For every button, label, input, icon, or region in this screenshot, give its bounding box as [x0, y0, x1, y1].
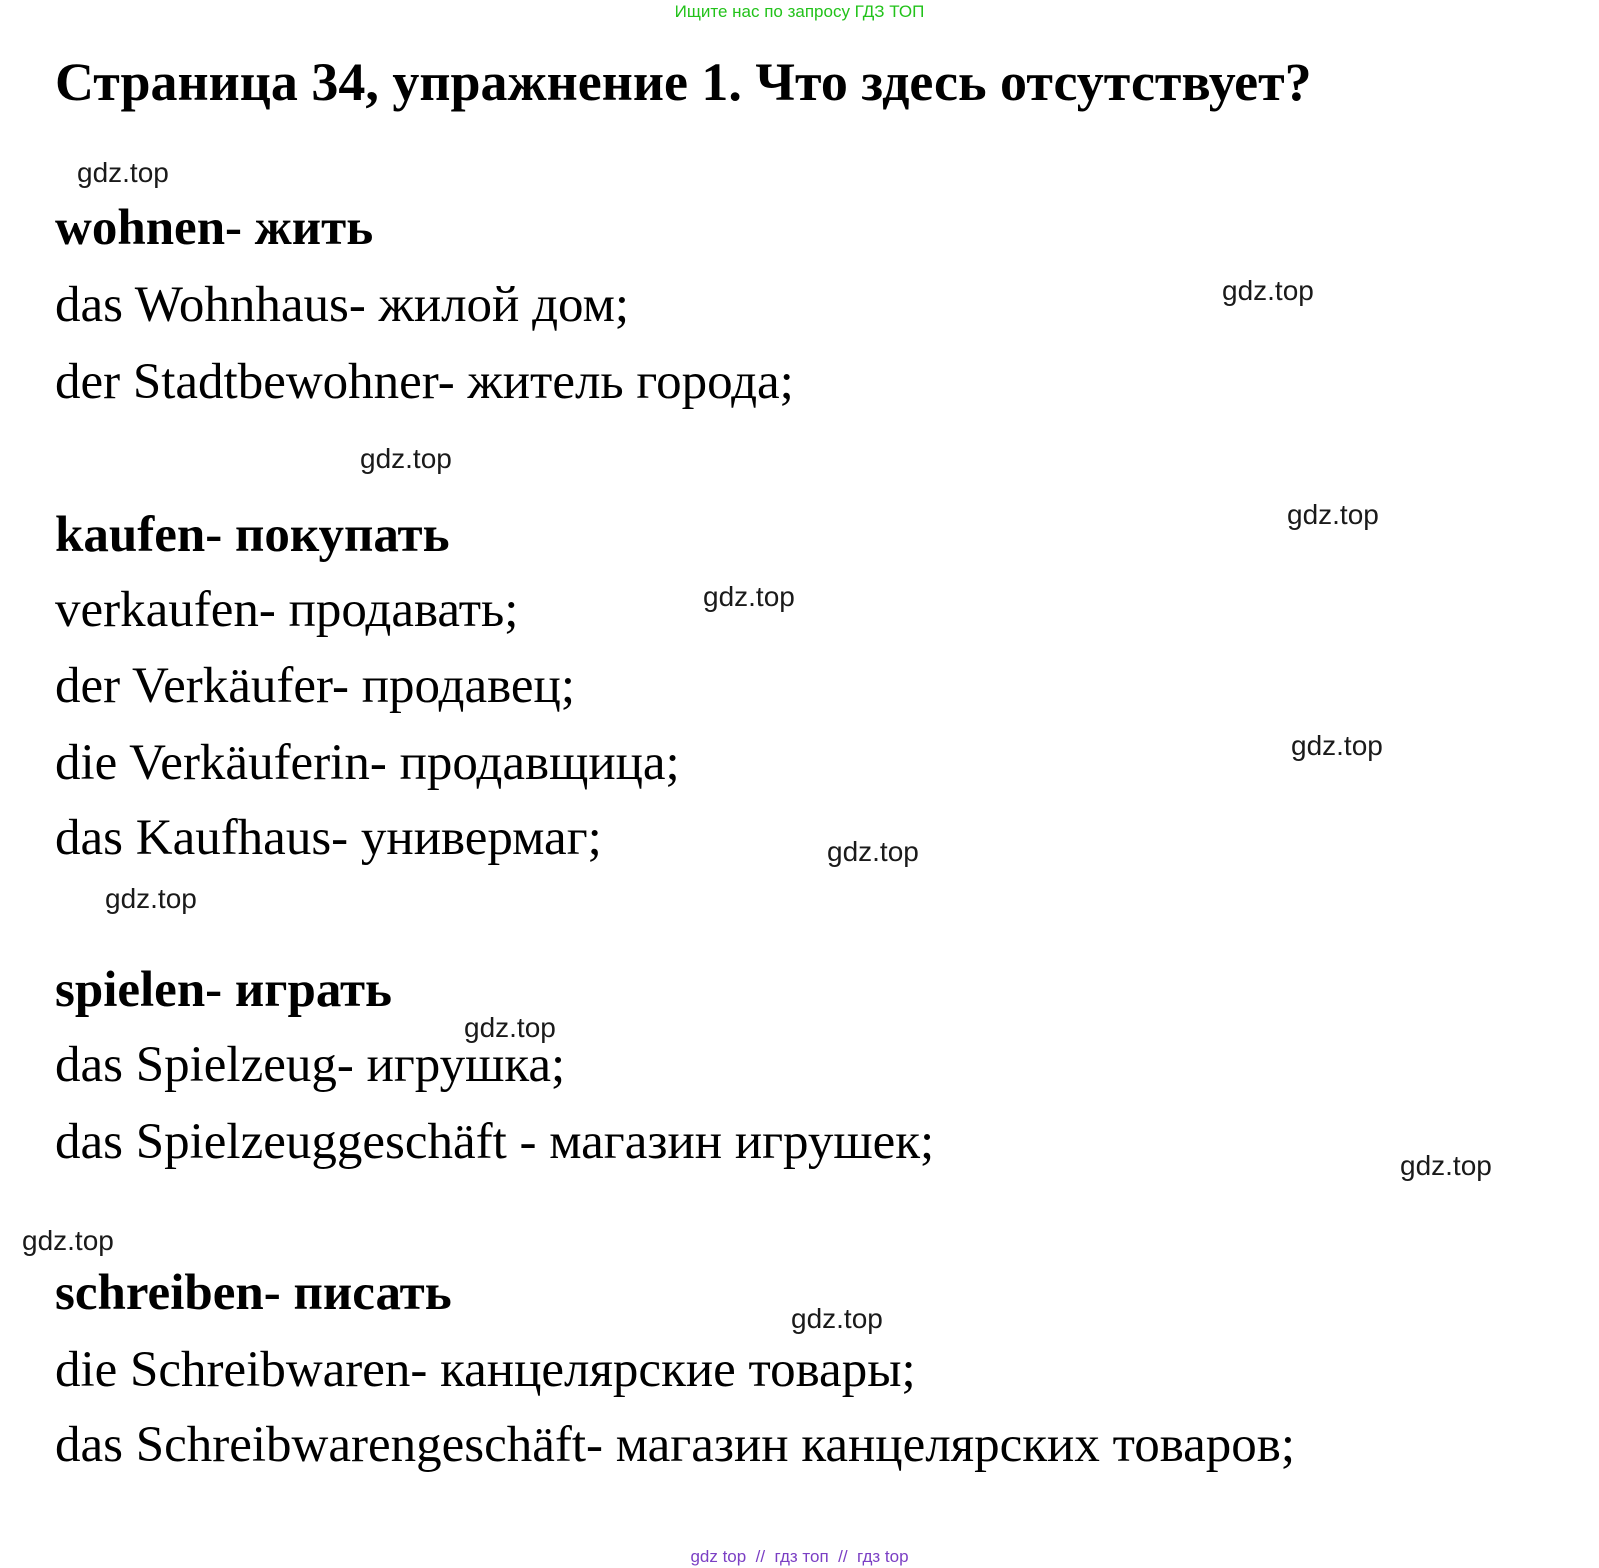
watermark: gdz.top	[105, 883, 197, 914]
watermark: gdz.top	[1287, 499, 1379, 530]
watermark: gdz.top	[827, 836, 919, 867]
word-item: das Spielzeuggeschäft - магазин игрушек;	[55, 1114, 935, 1170]
word-item: das Wohnhaus- жилой дом;	[55, 277, 630, 333]
watermark: gdz.top	[703, 581, 795, 612]
word-item: der Verkäufer- продавец;	[55, 658, 575, 714]
word-item: die Schreibwaren- канцелярские товары;	[55, 1342, 916, 1398]
watermark: gdz.top	[77, 157, 169, 188]
word-heading-kaufen: kaufen- покупать	[55, 507, 450, 563]
watermark: gdz.top	[464, 1012, 556, 1043]
word-item: das Schreibwarengeschäft- магазин канцелярских товаров;	[55, 1417, 1295, 1473]
word-item: die Verkäuferin- продавщица;	[55, 735, 680, 791]
word-item: verkaufen- продавать;	[55, 582, 519, 638]
word-item: das Spielzeug- игрушка;	[55, 1037, 566, 1093]
watermark: gdz.top	[22, 1225, 114, 1256]
word-heading-spielen: spielen- играть	[55, 962, 393, 1018]
watermark: gdz.top	[1291, 730, 1383, 761]
watermark: gdz.top	[360, 443, 452, 474]
watermark: gdz.top	[1400, 1150, 1492, 1181]
word-item: der Stadtbewohner- житель города;	[55, 354, 794, 410]
word-heading-wohnen: wohnen- жить	[55, 200, 374, 256]
watermark: gdz.top	[1222, 275, 1314, 306]
watermark: gdz.top	[791, 1303, 883, 1334]
word-item: das Kaufhaus- универмаг;	[55, 810, 602, 866]
top-banner: Ищите нас по запросу ГДЗ ТОП	[674, 2, 925, 21]
page-title: Страница 34, упражнение 1. Что здесь отсутствует?	[55, 52, 1312, 112]
footer-watermark: gdz top // гдз топ // гдз top	[690, 1547, 909, 1566]
word-heading-schreiben: schreiben- писать	[55, 1265, 452, 1321]
